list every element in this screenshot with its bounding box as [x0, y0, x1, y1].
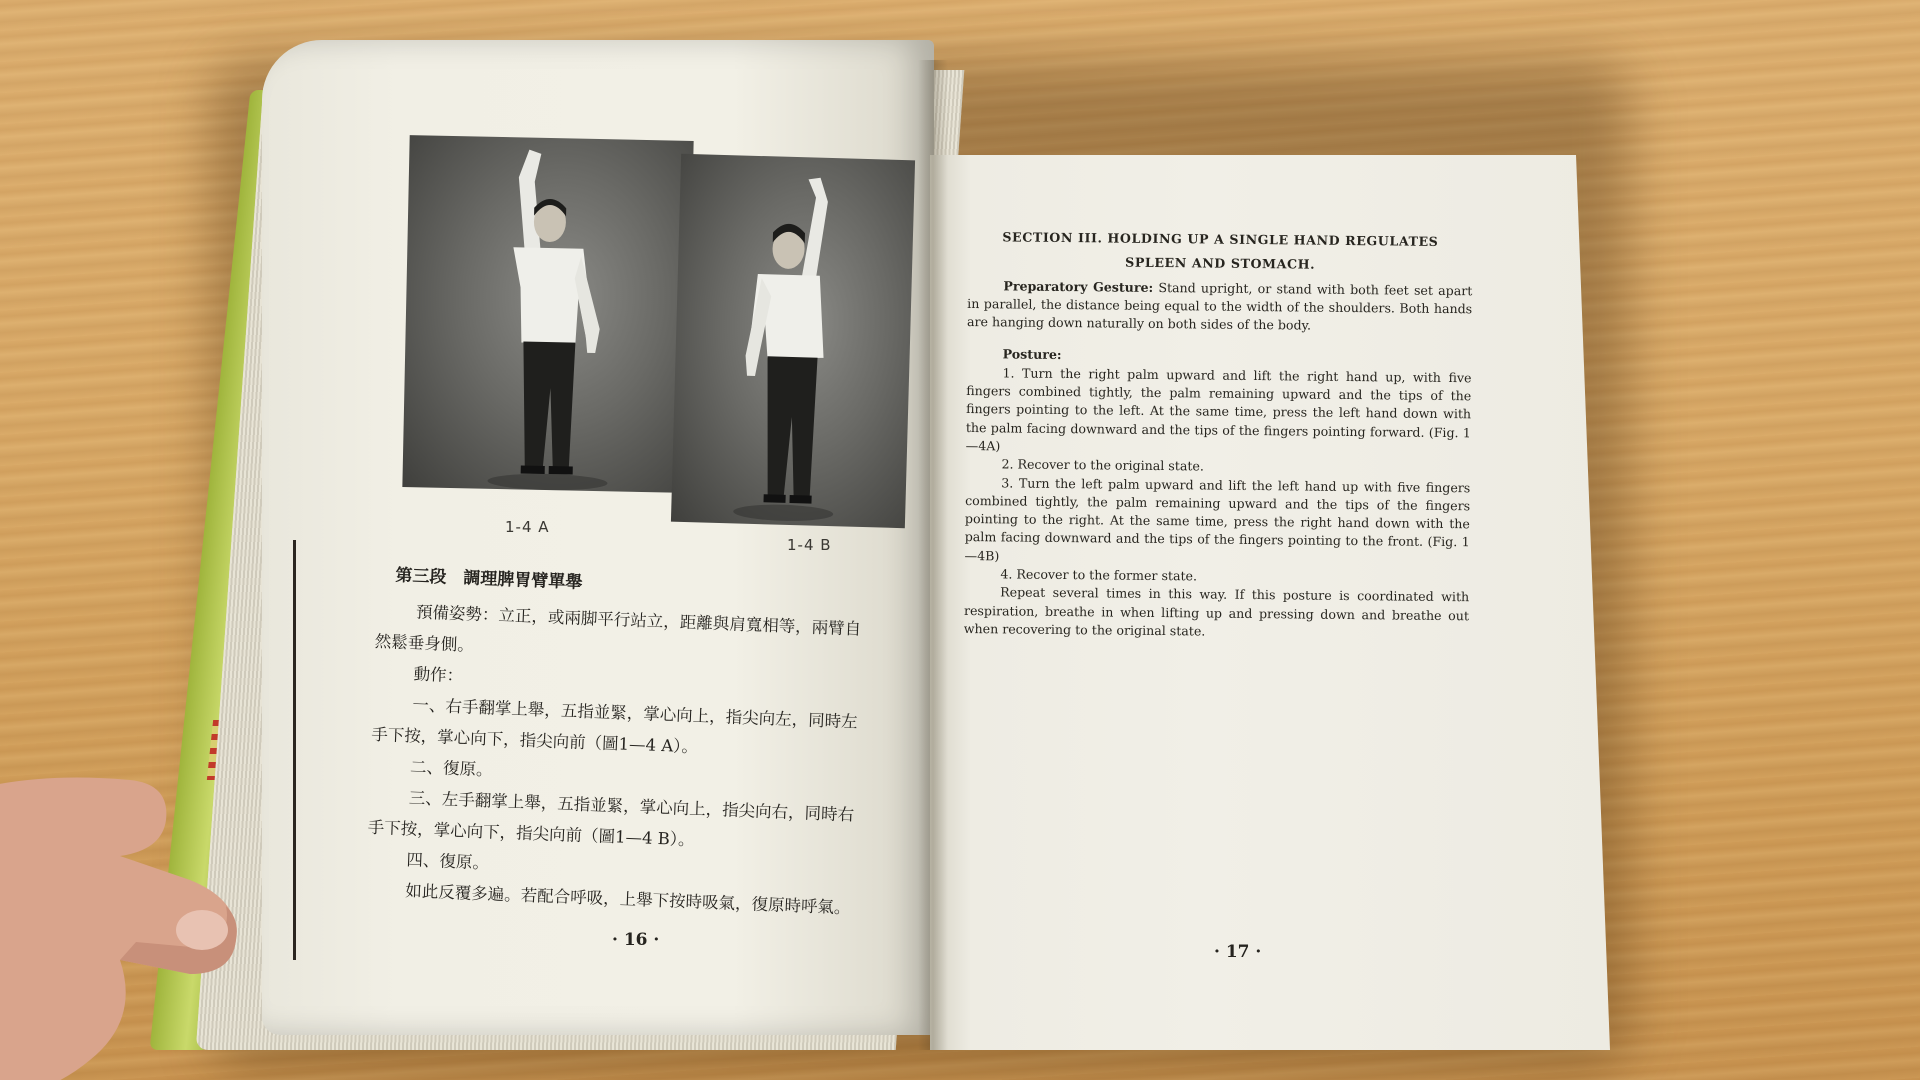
posture-label: Posture: [1002, 346, 1062, 363]
person-raising-right-arm-illustration [402, 135, 693, 493]
closing-paragraph: Repeat several times in this way. If this posture is coordinated with respiration, breathe in when lifting up and pressing down and breathe out when recovering to the original state. [963, 584, 1470, 639]
figure-caption-1-4a: 1-4 A [505, 518, 550, 536]
posture-step-1: 1. Turn the right palm upward and lift the right hand up, with five fingers combined tightly, the palm remaining upward and the tips of the fingers pointing to the left. At the same time, press the left hand down with the palm facing downward and the tips of the fingers pointing forward. (Fig. 1—4A) [965, 365, 1472, 454]
posture-step-4: 4. Recover to the former state. [1000, 566, 1198, 584]
book-gutter [918, 60, 948, 1050]
posture-step-2: 2. Recover to the original state. [1001, 456, 1204, 474]
chinese-text-line: 一、右手翻掌上舉，五指並緊，掌心向上，指尖向左，同時左 [412, 695, 858, 732]
figure-caption-1-4b: 1-4 B [787, 536, 832, 554]
chinese-text-line: 預備姿勢：立正，或兩脚平行站立，距離與肩寬相等，兩臂自 [415, 602, 862, 639]
chinese-text-line: 如此反覆多遍。若配合呼吸，上舉下按時吸氣，復原時呼氣。 [404, 881, 851, 918]
person-raising-left-arm-illustration [671, 154, 915, 528]
figure-1-4b-photo [671, 154, 915, 528]
section-title-line1: SECTION III. HOLDING UP A SINGLE HAND REGULATES [1002, 229, 1439, 249]
chinese-section-heading: 第三段 調理脾胃臂單舉 [395, 565, 583, 593]
hand-holding-book [0, 760, 300, 1080]
page-number-left: · 16 · [612, 930, 660, 950]
chinese-text-block [365, 560, 928, 926]
chinese-text-line: 然鬆垂身側。 [374, 631, 475, 655]
chinese-text-line: 四、復原。 [406, 850, 490, 873]
section-title-line2: SPLEEN AND STOMACH. [1125, 254, 1316, 272]
english-text-block [964, 228, 1473, 644]
figure-1-4a-photo [402, 135, 693, 493]
preparatory-text: Stand upright, or stand with both feet set apart in parallel, the distance being equal to the width of the shoulders. Both hands are hanging down naturally on both sides of the body. [966, 279, 1473, 333]
preparatory-label: Preparatory Gesture: [1003, 277, 1154, 295]
chinese-text-line: 三、左手翻掌上舉，五指並緊，掌心向上，指尖向右，同時右 [408, 788, 855, 825]
chinese-text-line: 動作： [413, 664, 464, 686]
chinese-text-line: 手下按，掌心向下，指尖向前（圖1—4 B）。 [367, 817, 695, 850]
chinese-text-line: 手下按，掌心向下，指尖向前（圖1—4 A）。 [370, 724, 699, 757]
chinese-text-line: 二、復原。 [409, 757, 493, 780]
preparatory-paragraph [967, 277, 1473, 337]
posture-step-3: 3. Turn the left palm upward and lift the left hand up with five fingers combined tightly, the palm remaining upward and the tips of the fingers pointing to the right. At the same time, press the right hand down with the palm facing downward and the tips of the fingers pointing to the front. (Fig. 1—4B) [964, 474, 1471, 564]
page-number-right: · 17 · [1214, 942, 1262, 962]
